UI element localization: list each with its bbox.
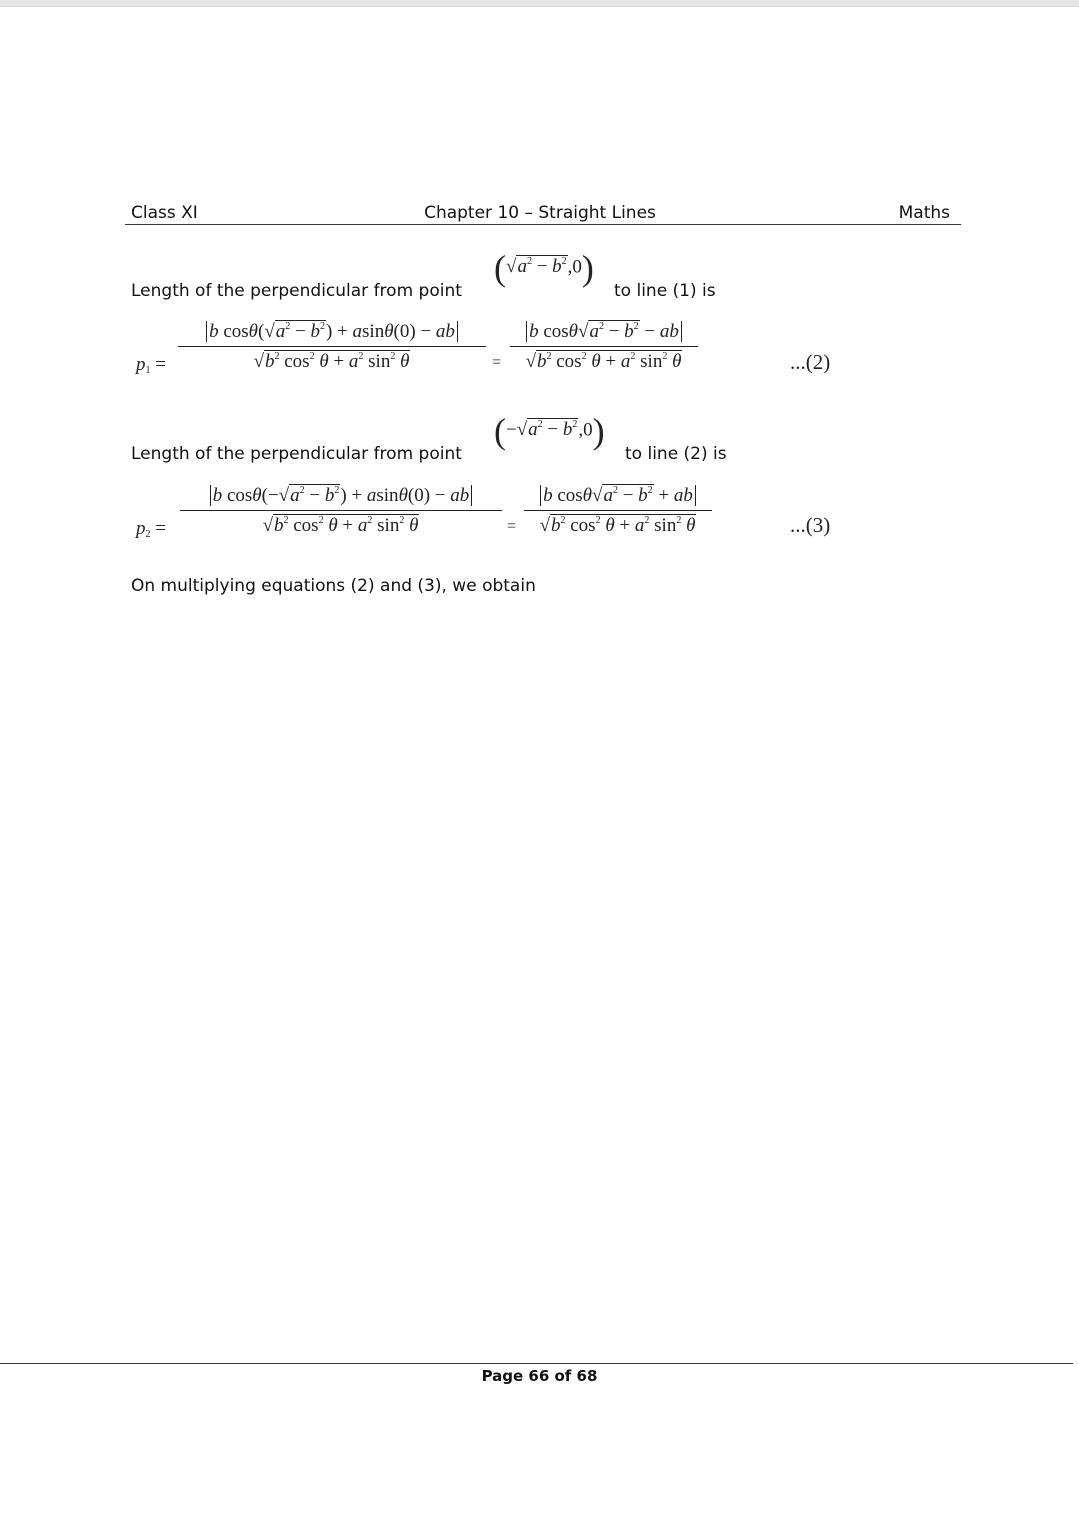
page-number: Page 66 of 68 [481, 1367, 598, 1385]
eq3-label: ...(3) [790, 513, 831, 537]
eq2-label: ...(2) [790, 350, 831, 374]
eq2-equals: = [492, 354, 502, 371]
header-subject: Maths [898, 203, 950, 223]
page-header [125, 202, 961, 225]
footer-divider [0, 1363, 1073, 1364]
paragraph-1-text: Length of the perpendicular from point [131, 281, 462, 301]
paragraph-2-text: Length of the perpendicular from point [131, 444, 462, 464]
header-chapter: Chapter 10 – Straight Lines [424, 203, 656, 223]
point-2-expression: $(-√a^2 - b^2,0)$ [494, 411, 605, 451]
paragraph-1-suffix: to line (1) is [614, 281, 716, 301]
header-class: Class XI [131, 203, 198, 223]
paragraph-3-text: On multiplying equations (2) and (3), we obtain [131, 576, 536, 596]
eq2-lhs: $p_1$ = [136, 354, 166, 376]
paragraph-2-suffix: to line (2) is [625, 444, 727, 464]
eq3-lhs: $p_2$ = [136, 518, 166, 540]
eq3-fraction-2: $\frac{b \cos\theta√a^2 - b^2 + ab}{√b^2 \cos^2 \theta + a^2 \sin^2 \theta}$ [524, 484, 712, 537]
eq3-equals: = [507, 518, 517, 535]
eq2-fraction-1: $\frac{b \cos\theta(√a^2 - b^2) + asin\theta(0) - ab}{√b^2 \cos^2 \theta + a^2 \sin^2 \theta}$ [178, 320, 486, 373]
point-1-expression: $(√a^2 - b^2,0)$ [494, 248, 594, 288]
eq2-fraction-2: $\frac{b \cos\theta√a^2 - b^2 - ab}{√b^2 \cos^2 \theta + a^2 \sin^2 \theta}$ [510, 320, 698, 373]
eq3-fraction-1: $\frac{b \cos\theta(-√a^2 - b^2) + asin\theta(0) - ab}{√b^2 \cos^2 \theta + a^2 \sin^2 \theta}$ [180, 484, 502, 537]
viewer-top-strip [0, 0, 1079, 7]
